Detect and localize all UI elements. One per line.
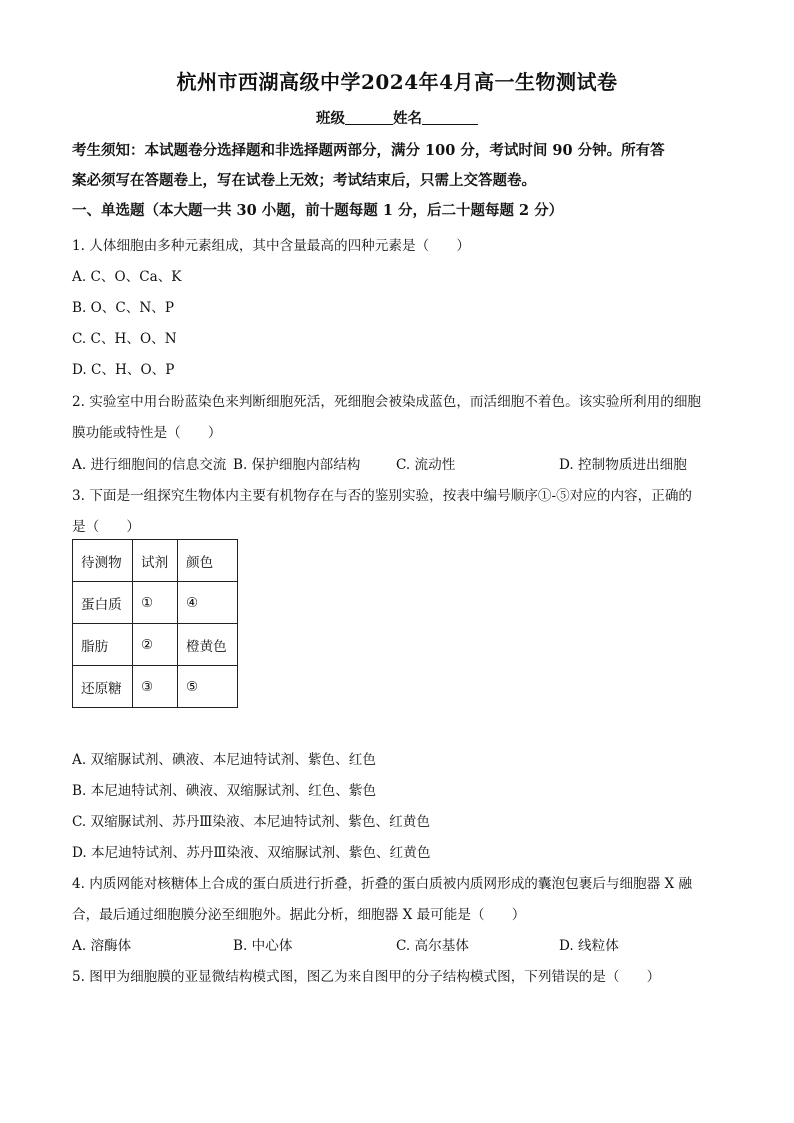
question-stem: 膜功能或特性是（ ） [72,425,222,441]
section-heading: 一、单选题（本大题一共 30 小题，前十题每题 1 分，后二十题每题 2 分） [72,202,564,219]
option: A. 双缩脲试剂、碘液、本尼迪特试剂、紫色、红色 [72,752,376,768]
option: B. 本尼迪特试剂、碘液、双缩脲试剂、红色、紫色 [72,783,377,799]
table-cell: 颜色 [178,540,238,582]
question-stem: 4. 内质网能对核糖体上合成的蛋白质进行折叠，折叠的蛋白质被内质网形成的囊泡包裹后与细胞器 X 融 [72,876,693,892]
table-cell: 还原糖 [73,666,133,708]
option: A. 溶酶体 [72,938,132,954]
question-stem: 3. 下面是一组探究生物体内主要有机物存在与否的鉴别实验，按表中编号顺序①-⑤对应的内容，正确的 [72,488,693,504]
question-stem: 5. 图甲为细胞膜的亚显微结构模式图，图乙为来自图甲的分子结构模式图，下列错误的是（ ） [72,969,661,985]
option: D. C、H、O、P [72,362,175,378]
option: A. 进行细胞间的信息交流 [72,457,227,473]
table-cell: ① [133,582,178,624]
table-cell: 试剂 [133,540,178,582]
question-stem: 合，最后通过细胞膜分泌至细胞外。据此分析，细胞器 X 最可能是（ ） [72,907,526,923]
table-cell: 蛋白质 [73,582,133,624]
option: C. 流动性 [396,457,456,473]
notice-line: 案必须写在答题卷上，写在试卷上无效；考试结束后，只需上交答题卷。 [72,172,536,189]
table-cell: ⑤ [178,666,238,708]
table-cell: ② [133,624,178,666]
exam-title: 杭州市西湖高级中学2024年4月高一生物测试卷 [176,70,618,94]
table-cell: ④ [178,582,238,624]
option: D. 线粒体 [559,938,619,954]
question-stem: 2. 实验室中用台盼蓝染色来判断细胞死活，死细胞会被染成蓝色，而活细胞不着色。该实验所利用的细胞 [72,394,702,410]
class-label: 班级 [316,110,345,127]
class-blank [345,110,393,125]
option: C. 双缩脲试剂、苏丹Ⅲ染液、本尼迪特试剂、紫色、红黄色 [72,814,430,830]
option: D. 控制物质进出细胞 [559,457,687,473]
class-name-line [0,107,794,128]
question-stem: 是（ ） [72,519,140,535]
option: C. C、H、O、N [72,331,177,347]
option: D. 本尼迪特试剂、苏丹Ⅲ染液、双缩脲试剂、紫色、红黄色 [72,845,431,861]
table-cell: 橙黄色 [178,624,238,666]
reagent-table [72,539,238,708]
table-row [73,582,238,624]
question-stem: 1. 人体细胞由多种元素组成，其中含量最高的四种元素是（ ） [72,238,470,254]
name-label: 姓名 [393,110,422,127]
option: B. 中心体 [233,938,293,954]
table-row [73,666,238,708]
option: B. O、C、N、P [72,300,174,316]
exam-notice [72,136,732,196]
table-cell: 脂肪 [73,624,133,666]
option: A. C、O、Ca、K [72,269,182,285]
option: B. 保护细胞内部结构 [233,457,361,473]
table-row [73,624,238,666]
table-row [73,540,238,582]
table-cell: 待测物 [73,540,133,582]
notice-line: 考生须知：本试题卷分选择题和非选择题两部分，满分 100 分，考试时间 90 分钟。所有答 [72,142,665,159]
table-cell: ③ [133,666,178,708]
name-blank [422,110,478,125]
option: C. 高尔基体 [396,938,469,954]
